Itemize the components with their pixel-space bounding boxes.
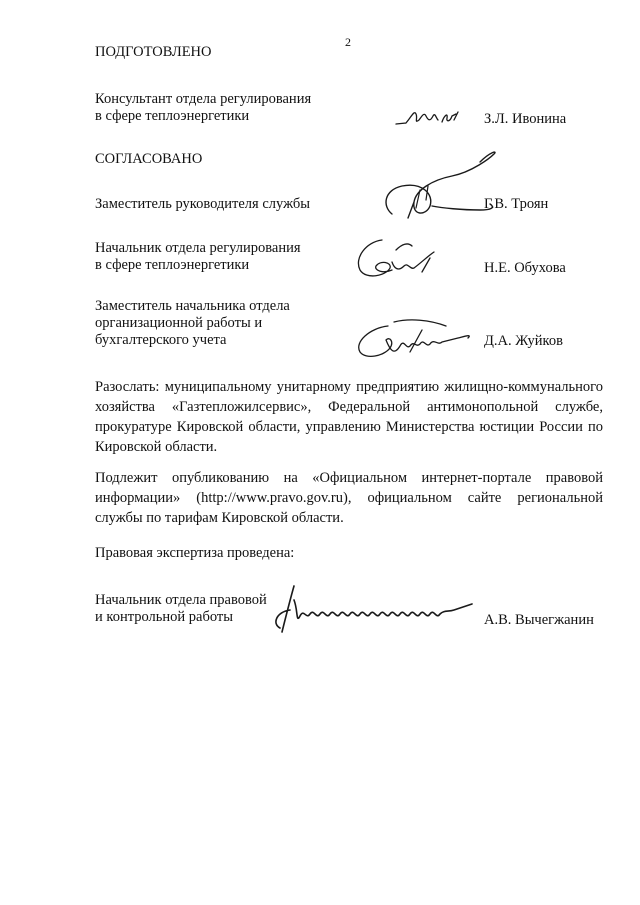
signature-vychegzhanin — [268, 580, 478, 640]
legal-review-statement: Правовая экспертиза проведена: — [95, 545, 295, 561]
legal-review-name: А.В. Вычегжанин — [484, 612, 594, 628]
signature-zhuykov — [350, 316, 480, 364]
publication-paragraph: Подлежит опубликованию на «Официальном интернет-портале правовой информации» (http://www.pravo.gov.ru), официальном сайте региональной службы по тарифам Кировской области. — [95, 470, 603, 526]
agreed-entry-3-position-line1: Заместитель начальника отдела — [95, 298, 290, 314]
agreed-entry-2-position-line2: в сфере теплоэнергетики — [95, 257, 250, 273]
prepared-position-line1: Консультант отдела регулирования — [95, 91, 312, 107]
agreed-entry-3-position-line2: организационной работы и — [95, 315, 263, 331]
agreed-entry-1-position: Заместитель руководителя службы — [95, 196, 311, 212]
prepared-name: З.Л. Ивонина — [484, 111, 567, 127]
signature-troyan — [372, 150, 502, 230]
distribution-paragraph: Разослать: муниципальному унитарному предприятию жилищно-коммунального хозяйства «Газтепложилсервис», Федеральной антимонопольной службе, прокуратуре Кировской области, управлению Министерства юстиции России по Кировской области. — [95, 379, 603, 455]
agreed-entry-3-position — [95, 298, 355, 349]
agreed-entry-2-name: Н.Е. Обухова — [484, 260, 566, 276]
prepared-position-line2: в сфере теплоэнергетики — [95, 108, 250, 124]
agreed-entry-3-name: Д.А. Жуйков — [484, 333, 563, 349]
signature-ivonina — [392, 104, 472, 130]
legal-review-position-line1: Начальник отдела правовой — [95, 592, 267, 608]
agreed-entry-3-position-line3: бухгалтерского учета — [95, 332, 227, 348]
agreed-entry-1-name: Г.В. Троян — [484, 196, 549, 212]
legal-review-position-line2: и контрольной работы — [95, 609, 233, 625]
prepared-heading: ПОДГОТОВЛЕНО — [95, 44, 212, 60]
signature-obukhova — [352, 232, 452, 282]
page-number: 2 — [345, 35, 351, 49]
agreed-entry-2-position — [95, 240, 355, 274]
prepared-position — [95, 91, 355, 125]
agreed-entry-2-position-line1: Начальник отдела регулирования — [95, 240, 301, 256]
agreed-heading: СОГЛАСОВАНО — [95, 151, 203, 167]
